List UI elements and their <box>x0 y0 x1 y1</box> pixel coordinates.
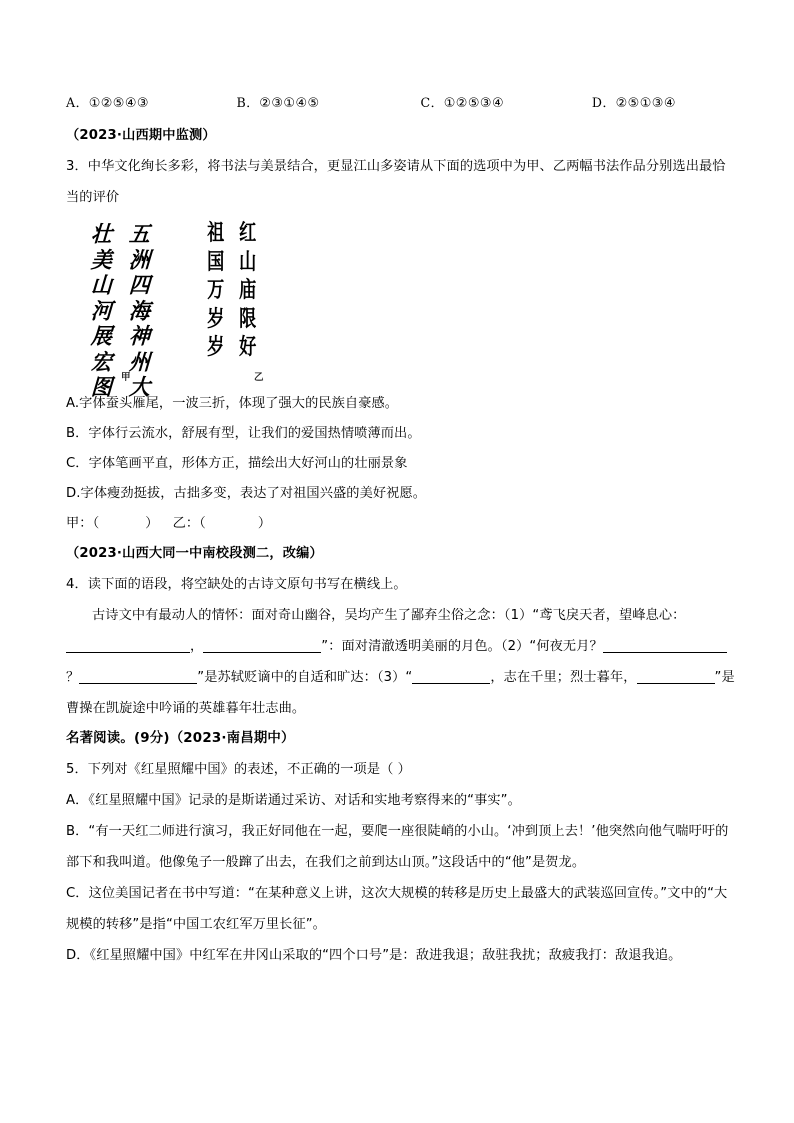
glyph: 洲 <box>128 245 151 272</box>
q4-segment-7: 烈士暮年， <box>570 670 637 685</box>
q4-blank-6[interactable] <box>637 683 715 684</box>
choice-a-tag: A． <box>66 95 89 110</box>
q4-segment-6: ，志在千里； <box>490 670 571 685</box>
section-header-mingzhu-yuedu: 名著阅读。(9分)（2023·南昌期中） <box>66 731 295 746</box>
question-5-option-b: B．“有一天红二师进行演习，我正好同他在一起，要爬一座很陡峭的小山。‘冲到顶上去！’他突然向他气喘吁吁的部下和我叫道。他像兔子一般蹿了出去，在我们之前到达山顶。”这段话中的“他”是贺龙。 <box>66 824 729 870</box>
choice-b-value: ②③①④⑤ <box>259 96 320 111</box>
question-3-answer-line <box>66 509 738 539</box>
glyph: 国 <box>207 247 225 275</box>
glyph: 红 <box>238 219 256 246</box>
glyph: 美 <box>90 245 113 272</box>
glyph: 山 <box>90 271 113 298</box>
question-3-option-c: C．字体笔画平直，形体方正，描绘出大好河山的壮丽景象 <box>66 456 408 471</box>
q4-blank-2[interactable] <box>203 652 321 653</box>
q4-segment-8: ”是曹操在凯旋途中吟诵的英雄暮年壮志曲。 <box>66 670 735 716</box>
choice-c-tag: C． <box>420 95 444 110</box>
question-5-stem: 5．下列对《红星照耀中国》的表述，不正确的一项是（ ） <box>66 762 411 777</box>
jia-column-2 <box>91 221 112 400</box>
glyph: 大 <box>128 373 151 400</box>
choice-a-value: ①②⑤④③ <box>88 96 149 111</box>
q4-blank-5[interactable] <box>412 683 490 684</box>
glyph: 壮 <box>90 220 113 247</box>
source-tag-shanxi: （2023·山西期中监测） <box>66 128 216 143</box>
choice-d <box>592 88 738 119</box>
yi-column-1 <box>238 219 258 362</box>
choice-a <box>66 88 236 119</box>
q4-segment-5: ”是苏轼贬谪中的自适和旷达：（3）“ <box>197 670 413 685</box>
question-5-option-a: A．《红星照耀中国》记录的是斯诺通过采访、对话和实地考察得来的“事实”。 <box>66 793 521 808</box>
question-3-option-d: D.字体瘦劲挺拔，古拙多变，表达了对祖国兴盛的美好祝愿。 <box>66 486 427 501</box>
glyph: 河 <box>90 296 113 323</box>
choice-c <box>421 88 592 119</box>
question-3-option-b: B．字体行云流水，舒展有型，让我们的爱国热情喷薄而出。 <box>66 426 421 441</box>
glyph: 神 <box>128 322 151 349</box>
choice-b-tag: B． <box>236 95 260 110</box>
q4-segment-4: ？ <box>66 670 80 685</box>
choice-d-value: ②⑤①③④ <box>615 96 676 111</box>
glyph: 四 <box>128 271 151 298</box>
q4-segment-3: ”：面对清澈透明美丽的月色。（2）“何夜无月？ <box>321 639 603 654</box>
answer-yi-label: 乙：（ <box>172 516 206 531</box>
q4-blank-1[interactable] <box>66 652 190 653</box>
glyph: 展 <box>90 322 113 349</box>
glyph: 岁 <box>207 333 225 360</box>
figure-label-yi: 乙 <box>254 372 264 383</box>
yi-column-2 <box>206 219 226 362</box>
glyph: 图 <box>90 373 113 400</box>
calligraphy-work-yi <box>194 219 257 362</box>
glyph: 海 <box>128 296 151 323</box>
glyph: 庙 <box>238 276 256 303</box>
glyph: 好 <box>238 333 256 360</box>
answer-jia-close: ） <box>145 516 159 531</box>
q4-blank-3[interactable] <box>603 652 727 653</box>
glyph: 祖 <box>207 219 225 246</box>
glyph: 州 <box>128 347 151 374</box>
answer-yi-close: ） <box>257 516 272 531</box>
jia-column-1 <box>129 221 150 400</box>
q4-segment-2: ， <box>190 639 204 654</box>
q4-segment-1: 古诗文中有最动人的情怀：面对奇山幽谷，吴均产生了鄙弃尘俗之念：（1）“鸢飞戾天者，望峰息心： <box>92 608 686 623</box>
q4-blank-4[interactable] <box>79 683 197 684</box>
glyph: 山 <box>238 247 256 275</box>
glyph: 五 <box>128 220 151 247</box>
question-4-stem: 4．读下面的语段，将空缺处的古诗文原句书写在横线上。 <box>66 577 407 592</box>
question-3-option-a: A.字体蚕头雁尾，一波三折，体现了强大的民族自豪感。 <box>66 396 399 411</box>
question-3-stem: 3．中华文化绚长多彩，将书法与美景结合，更显江山多姿请从下面的选项中为甲、乙两幅书法作品分别选出最恰当的评价 <box>66 159 726 205</box>
source-tag-datong: （2023·山西大同一中南校段测二，改编） <box>66 546 323 561</box>
question-5-option-c: C．这位美国记者在书中写道：“在某种意义上讲，这次大规模的转移是历史上最盛大的武装巡回宣传。”文中的“大规模的转移”是指“中国工农红军万里长征”。 <box>66 886 728 932</box>
glyph: 岁 <box>207 304 225 332</box>
calligraphy-work-jia <box>74 221 150 400</box>
glyph: 万 <box>207 276 225 303</box>
glyph: 宏 <box>90 347 113 374</box>
question-2-choices <box>66 88 738 119</box>
answer-jia-label: 甲：（ <box>66 516 100 531</box>
question-4-body <box>66 600 738 724</box>
choice-d-tag: D． <box>591 95 616 110</box>
glyph: 限 <box>238 304 256 332</box>
question-5-option-d: D．《红星照耀中国》中红军在井冈山采取的“四个口号”是：敌进我退；敌驻我扰；敌疲我打：敌退我追。 <box>66 948 682 963</box>
choice-b <box>236 88 420 119</box>
calligraphy-figure <box>66 219 738 400</box>
figure-label-jia: 甲 <box>121 372 131 383</box>
choice-c-value: ①②⑤③④ <box>443 96 505 111</box>
